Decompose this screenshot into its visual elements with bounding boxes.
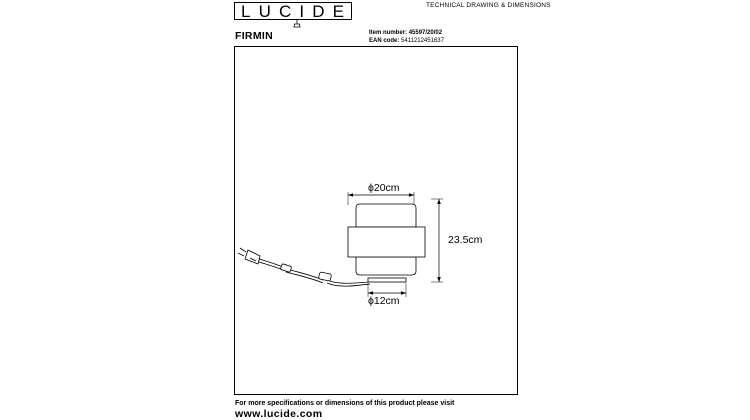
item-number-row [369, 29, 444, 37]
base-diameter-dimension [368, 283, 406, 307]
footer-note: For more specifications or dimensions of this product please visit [235, 400, 455, 407]
drawing-frame [234, 46, 518, 395]
brand-logo [234, 2, 352, 20]
lamp-base [368, 278, 406, 282]
item-number-value: 45597/20/02 [408, 30, 443, 36]
sheet-title: TECHNICAL DRAWING & DIMENSIONS [426, 2, 551, 9]
shade-diameter-label: ϕ20cm [368, 182, 400, 194]
cord-switch-icon [318, 272, 331, 281]
brand-logo-letters [235, 3, 351, 19]
lamp-outer-shade-band [348, 227, 425, 257]
logo-letter: C [278, 1, 293, 21]
lamp-inner-cylinder-top [356, 204, 416, 227]
logo-letter: E [332, 1, 345, 21]
lamp-technical-drawing [235, 47, 519, 396]
item-number-label: Item number: [369, 30, 408, 36]
power-plug-icon [238, 248, 260, 264]
shade-diameter-dimension [348, 182, 414, 205]
lamp-body [348, 204, 425, 282]
power-cord [256, 258, 370, 286]
lamp-inner-cylinder-bottom [356, 257, 416, 275]
website-link[interactable]: www.lucide.com [235, 408, 323, 420]
product-name: FIRMIN [235, 30, 273, 42]
ean-value: 5411212451637 [401, 38, 444, 44]
product-specs [369, 29, 444, 45]
logo-letter: U [258, 1, 272, 21]
cord-ferrite-icon [280, 264, 291, 273]
height-label: 23.5cm [448, 234, 483, 246]
ean-label: EAN code: [369, 38, 400, 44]
base-diameter-label: ϕ12cm [368, 295, 400, 307]
logo-letter: I [299, 1, 306, 21]
logo-lamp-mark-icon [293, 20, 301, 28]
logo-letter: L [241, 1, 252, 21]
height-dimension [431, 199, 483, 282]
ean-row [369, 37, 444, 45]
logo-letter: D [312, 1, 326, 21]
